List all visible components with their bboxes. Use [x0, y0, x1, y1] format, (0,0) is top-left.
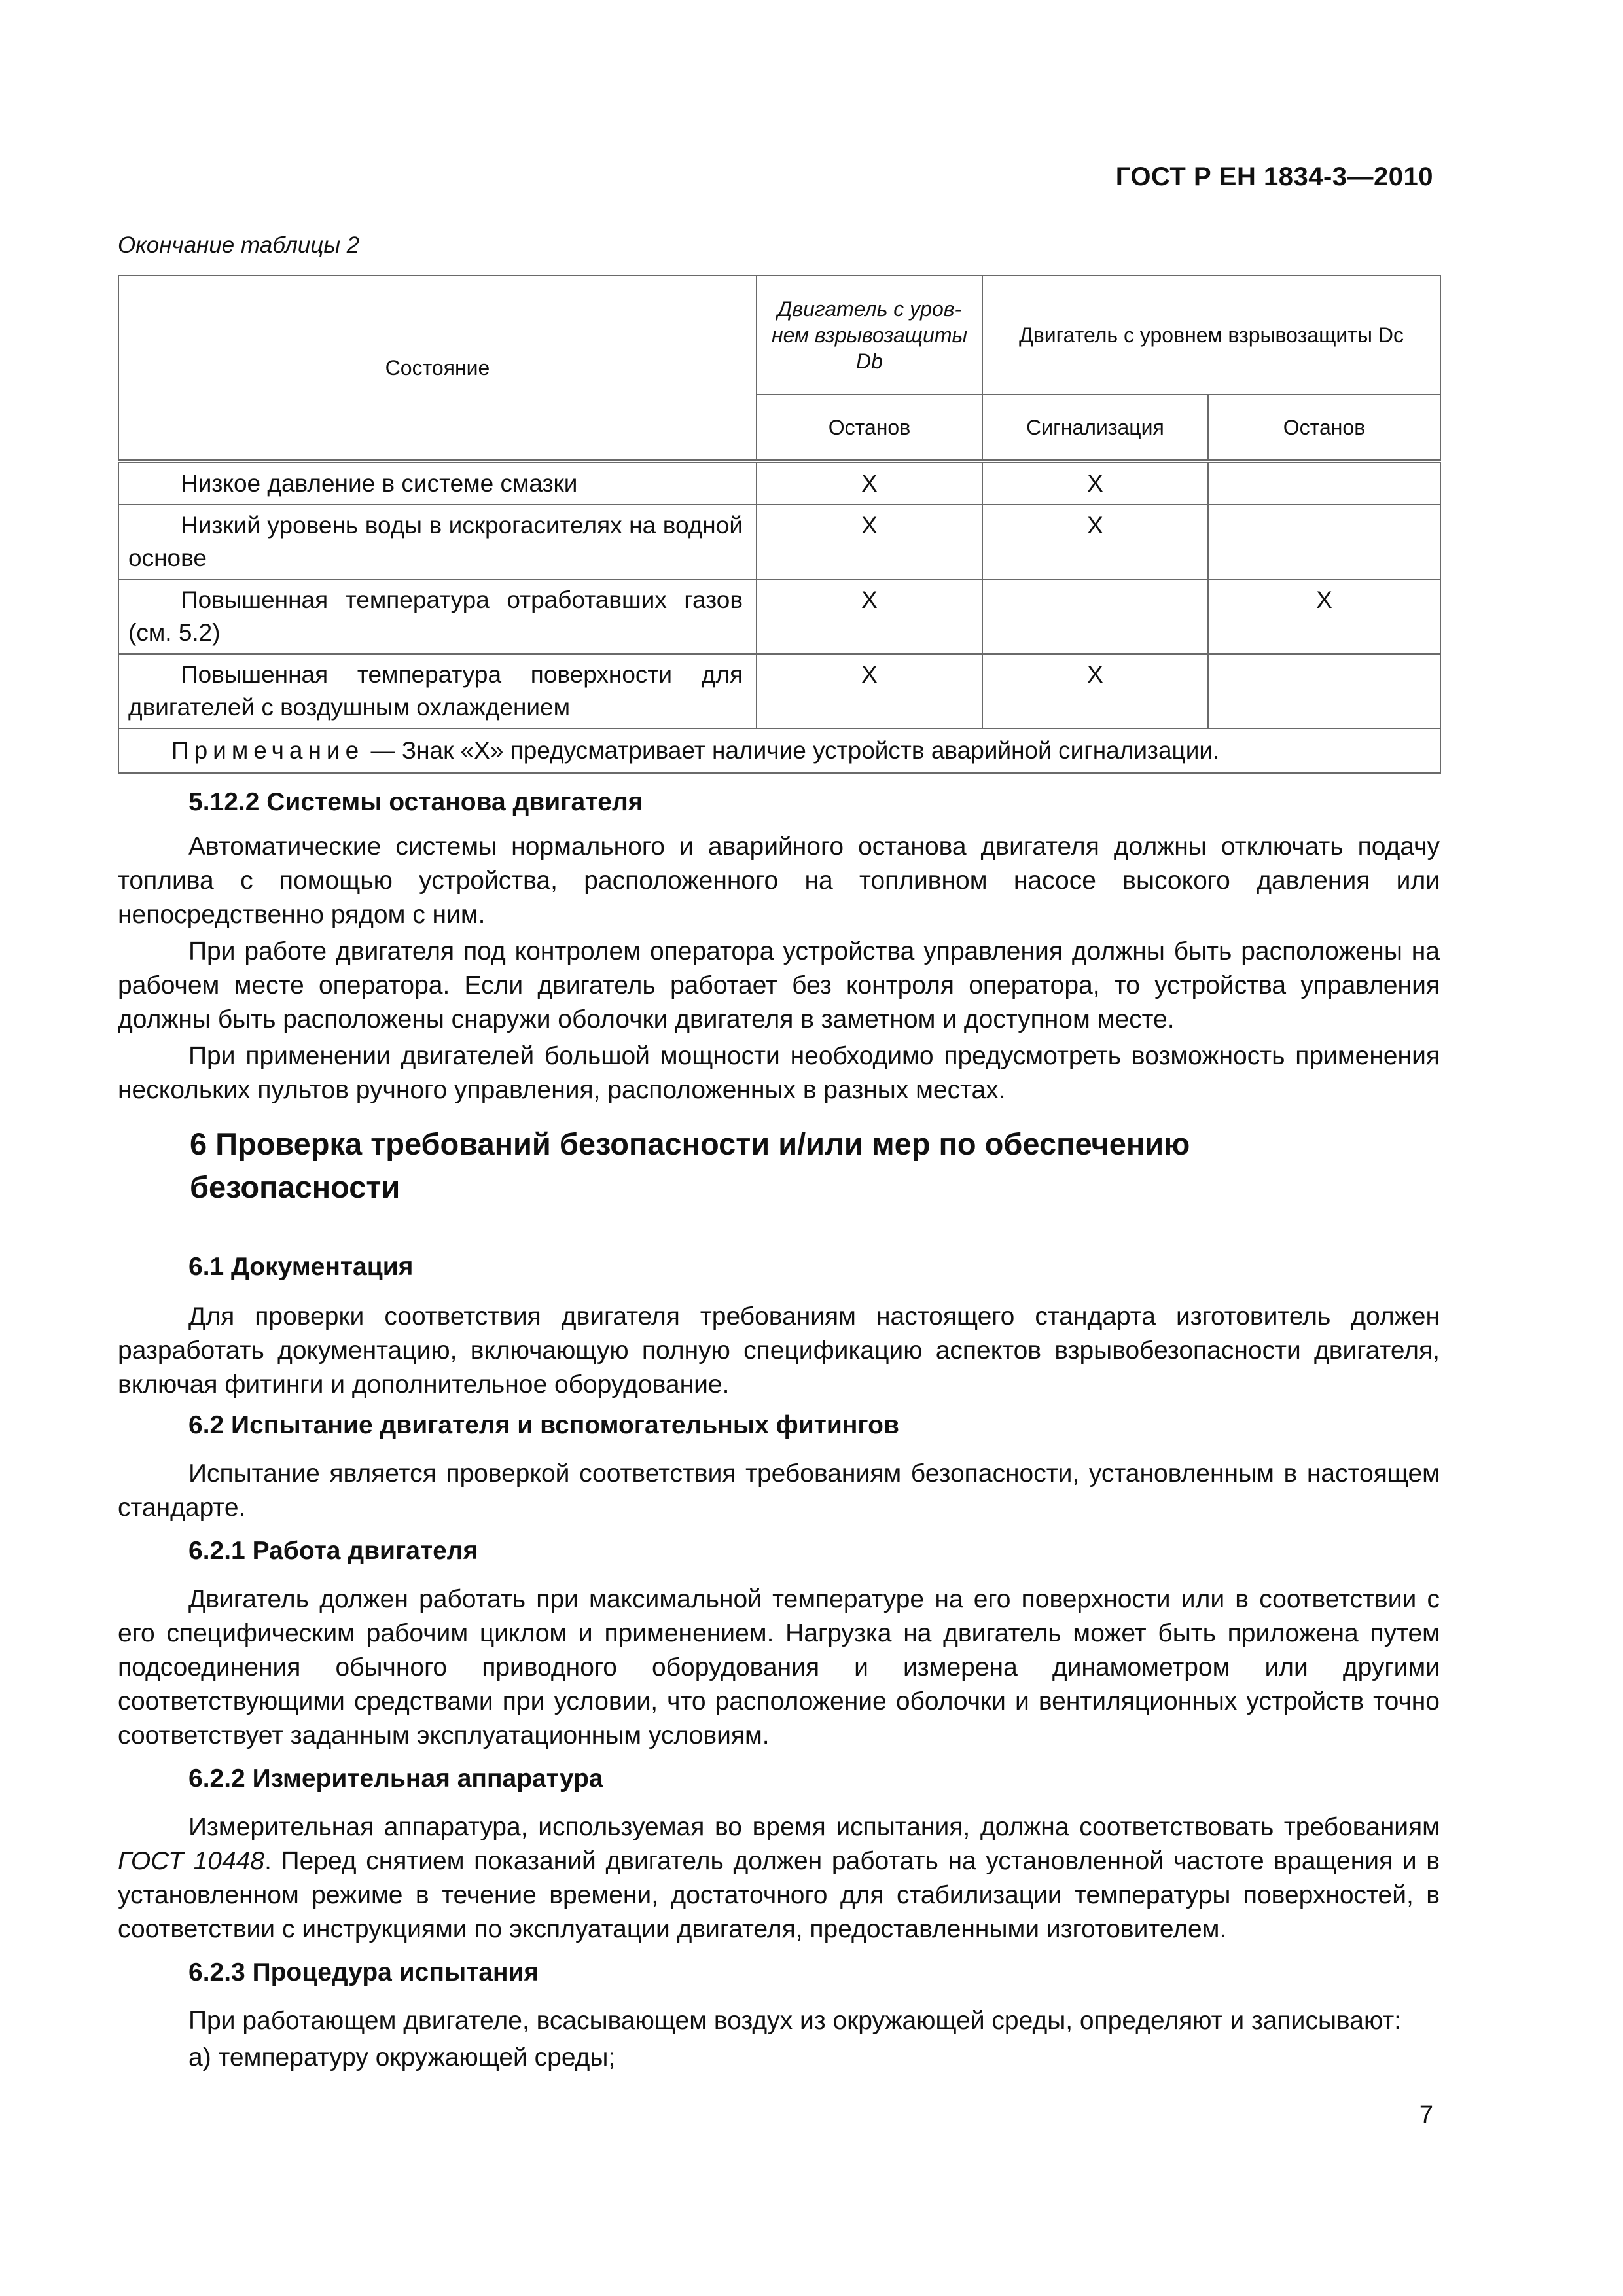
note-label: Примечание	[171, 737, 365, 764]
table-row	[118, 461, 1440, 505]
paragraph	[118, 1810, 1440, 1946]
paragraph-text: . Перед снятием показаний двигатель должен работать на установленной частоте вращения и в установленном режиме в течение времени, достаточного для стабилизации температуры поверхностей, в соответствии с инструкциями по эксплуатации двигателя, предоставленными изготовителем.	[118, 1847, 1440, 1943]
mark-cell	[1208, 461, 1440, 505]
mark-cell: X	[757, 505, 982, 579]
mark-cell	[1208, 505, 1440, 579]
mark-cell: X	[982, 654, 1208, 728]
table-header-row	[118, 276, 1440, 395]
table-row	[118, 654, 1440, 728]
table-caption: Окончание таблицы 2	[118, 232, 360, 258]
paragraph: Испытание является проверкой соответствия требованиям безопасности, установленным в настоящем стандарте.	[118, 1460, 1440, 1522]
table-2	[118, 275, 1441, 774]
mark-cell: X	[982, 505, 1208, 579]
header-alarm-dc: Сигнализация	[982, 395, 1208, 461]
table-row	[118, 579, 1440, 654]
section-heading: 6.1 Документация	[188, 1253, 414, 1281]
table-note	[118, 728, 1440, 773]
paragraph: При работе двигателя под контролем оператора устройства управления должны быть расположены на рабочем месте оператора. Если двигатель работает без контроля оператора, то устройства управления должны быть расположены снаружи оболочки двигателя в заметном и доступном месте.	[118, 937, 1440, 1033]
mark-cell	[1208, 654, 1440, 728]
page-number: 7	[1419, 2101, 1433, 2128]
mark-cell	[982, 579, 1208, 654]
document-code: ГОСТ Р ЕН 1834-3—2010	[1115, 162, 1433, 191]
mark-cell: X	[982, 461, 1208, 505]
header-engine-dc: Двигатель с уровнем взрывозащиты Dc	[982, 276, 1440, 395]
header-state: Состояние	[118, 276, 757, 461]
paragraph: При применении двигателей большой мощности необходимо предусмотреть возможность применения нескольких пультов ручного управления, расположенных в разных местах.	[118, 1042, 1440, 1104]
section-heading: 5.12.2 Системы останова двигателя	[188, 788, 643, 816]
section-heading: 6.2.3 Процедура испытания	[188, 1958, 539, 1986]
paragraph: Двигатель должен работать при максимальной температуре на его поверхности или в соответствии с его специфическим рабочим циклом и применением. Нагрузка на двигатель может быть приложена путем подсоединения обычного приводного оборудования и измерена динамометром или другими соответствующими средствами при условии, что расположение оболочки и вентиляционных устройств точно соответствует заданным эксплуатационным условиям.	[118, 1585, 1440, 1749]
mark-cell: X	[757, 654, 982, 728]
table-note-row	[118, 728, 1440, 773]
header-engine-db: Двигатель с уров- нем взрывозащиты Db	[757, 276, 982, 395]
header-stop-dc: Останов	[1208, 395, 1440, 461]
list-item: а) температуру окружающей среды;	[188, 2043, 616, 2072]
section-heading: 6.2.2 Измерительная аппаратура	[188, 1765, 603, 1793]
paragraph-text: Измерительная аппаратура, используемая во время испытания, должна соответствовать требованиям	[188, 1813, 1440, 1841]
condition-cell: Повышенная температура поверхности для двигателей с воздушным охлаждением	[118, 654, 757, 728]
section-heading: 6.2.1 Работа двигателя	[188, 1537, 478, 1565]
section-6-heading: 6 Проверка требований безопасности и/или мер по обеспечению безопасности	[190, 1126, 1190, 1204]
paragraph: Автоматические системы нормального и аварийного останова двигателя должны отключать подачу топлива с помощью устройства, расположенного на топливном насосе высокого давления или непосредственно рядом с ним.	[118, 833, 1440, 929]
paragraph: Для проверки соответствия двигателя требованиям настоящего стандарта изготовитель должен разработать документацию, включающую полную спецификацию аспектов взрывобезопасности двигателя, включая фитинги и дополнительное оборудование.	[118, 1302, 1440, 1399]
mark-cell: X	[757, 461, 982, 505]
header-stop-db: Останов	[757, 395, 982, 461]
note-text: — Знак «X» предусматривает наличие устройств аварийной сигнализации.	[364, 737, 1220, 764]
standard-reference: ГОСТ 10448	[118, 1847, 265, 1875]
paragraph: При работающем двигателе, всасывающем воздух из окружающей среды, определяют и записывают:	[188, 2007, 1402, 2035]
condition-cell: Низкий уровень воды в искрогасителях на водной основе	[118, 505, 757, 579]
section-6-body	[118, 1250, 1440, 2075]
condition-cell: Низкое давление в системе смазки	[118, 461, 757, 505]
condition-cell: Повышенная температура отработавших газов (см. 5.2)	[118, 579, 757, 654]
section-heading: 6.2 Испытание двигателя и вспомогательных фитингов	[188, 1411, 899, 1439]
table-row	[118, 505, 1440, 579]
mark-cell: X	[1208, 579, 1440, 654]
section-5-12-2	[118, 785, 1440, 1107]
mark-cell: X	[757, 579, 982, 654]
